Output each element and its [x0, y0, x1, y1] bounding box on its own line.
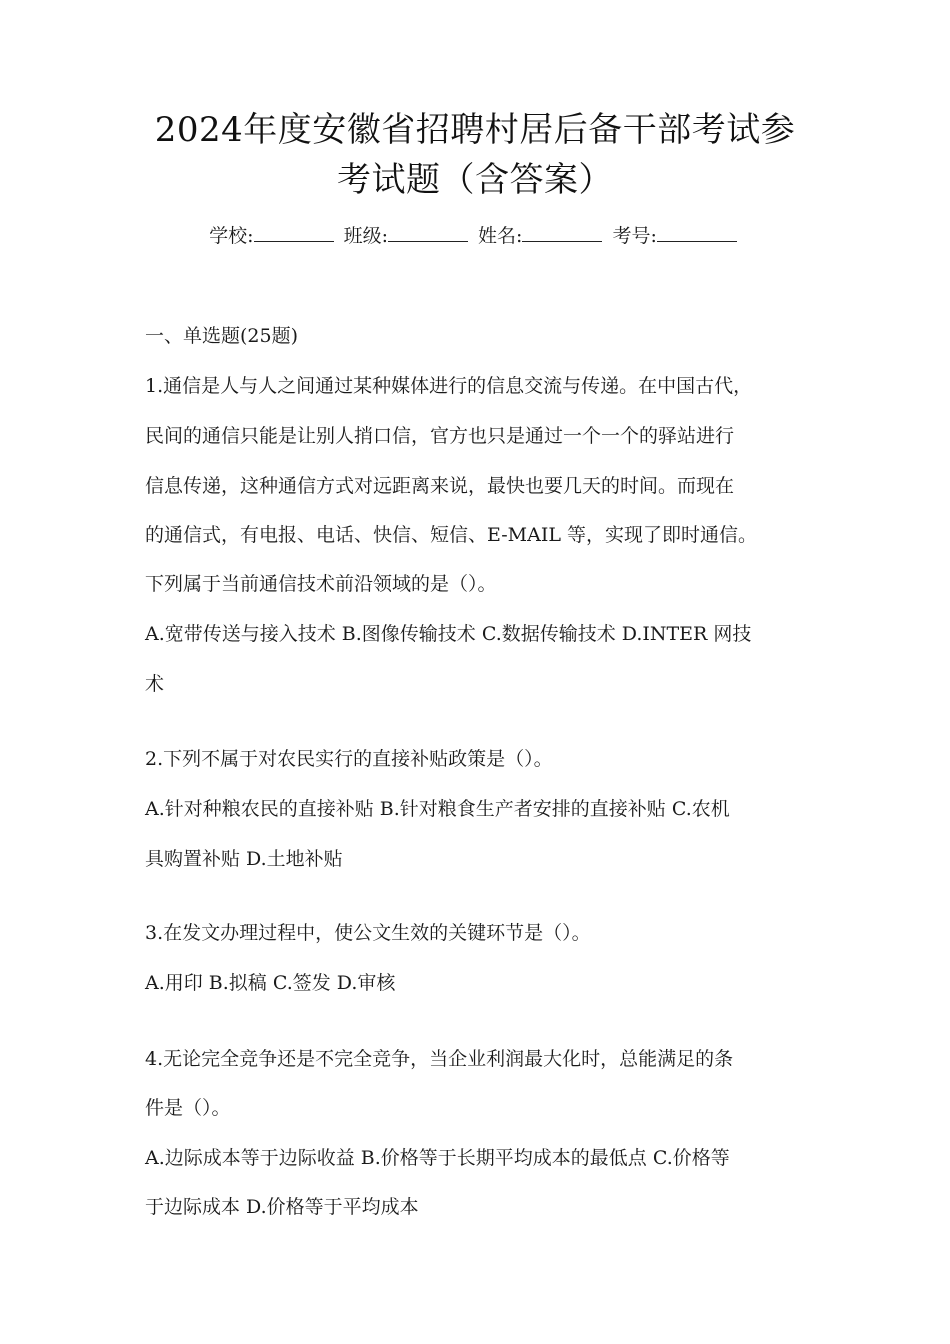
student-info-row	[0, 222, 950, 250]
school-blank	[254, 223, 334, 242]
exam-number-label: 考号:	[612, 225, 657, 247]
question-1-line-2: 民间的通信只能是让别人捎口信，官方也只是通过一个一个的驿站进行	[145, 425, 735, 447]
question-1-line-4: 的通信式，有电报、电话、快信、短信、E-MAIL 等，实现了即时通信。	[145, 524, 757, 546]
document-title-line-1: 2024年度安徽省招聘村居后备干部考试参	[154, 110, 796, 150]
question-1-options-line-2: 术	[145, 673, 165, 695]
question-3-line-1: 3.在发文办理过程中，使公文生效的关键环节是（）。	[145, 922, 591, 944]
school-label: 学校:	[209, 225, 254, 247]
name-label: 姓名:	[478, 225, 523, 247]
class-label: 班级:	[343, 225, 388, 247]
question-1-line-5: 下列属于当前通信技术前沿领域的是（）。	[145, 573, 497, 595]
question-4-line-2: 件是（）。	[145, 1097, 231, 1119]
question-1-options-line-1: A.宽带传送与接入技术 B.图像传输技术 C.数据传输技术 D.INTER 网技	[145, 623, 752, 645]
question-4-options-line-2: 于边际成本 D.价格等于平均成本	[145, 1196, 419, 1218]
question-1-line-3: 信息传递，这种通信方式对远距离来说，最快也要几天的时间。而现在	[145, 475, 735, 497]
section-heading: 一、单选题(25题)	[145, 325, 299, 347]
exam-number-blank	[657, 223, 737, 242]
question-2-options-line-2: 具购置补贴 D.土地补贴	[145, 848, 343, 870]
question-3-options-line-1: A.用印 B.拟稿 C.签发 D.审核	[145, 972, 396, 994]
question-1-line-1: 1.通信是人与人之间通过某种媒体进行的信息交流与传递。在中国古代，	[145, 375, 753, 397]
question-4-options-line-1: A.边际成本等于边际收益 B.价格等于长期平均成本的最低点 C.价格等	[145, 1147, 730, 1169]
question-2-options-line-1: A.针对种粮农民的直接补贴 B.针对粮食生产者安排的直接补贴 C.农机	[145, 798, 730, 820]
question-4-line-1: 4.无论完全竞争还是不完全竞争，当企业利润最大化时，总能满足的条	[145, 1048, 734, 1070]
class-blank	[388, 223, 468, 242]
document-title-line-2: 考试题（含答案）	[337, 160, 613, 200]
question-2-line-1: 2.下列不属于对农民实行的直接补贴政策是（）。	[145, 748, 553, 770]
name-blank	[522, 223, 602, 242]
